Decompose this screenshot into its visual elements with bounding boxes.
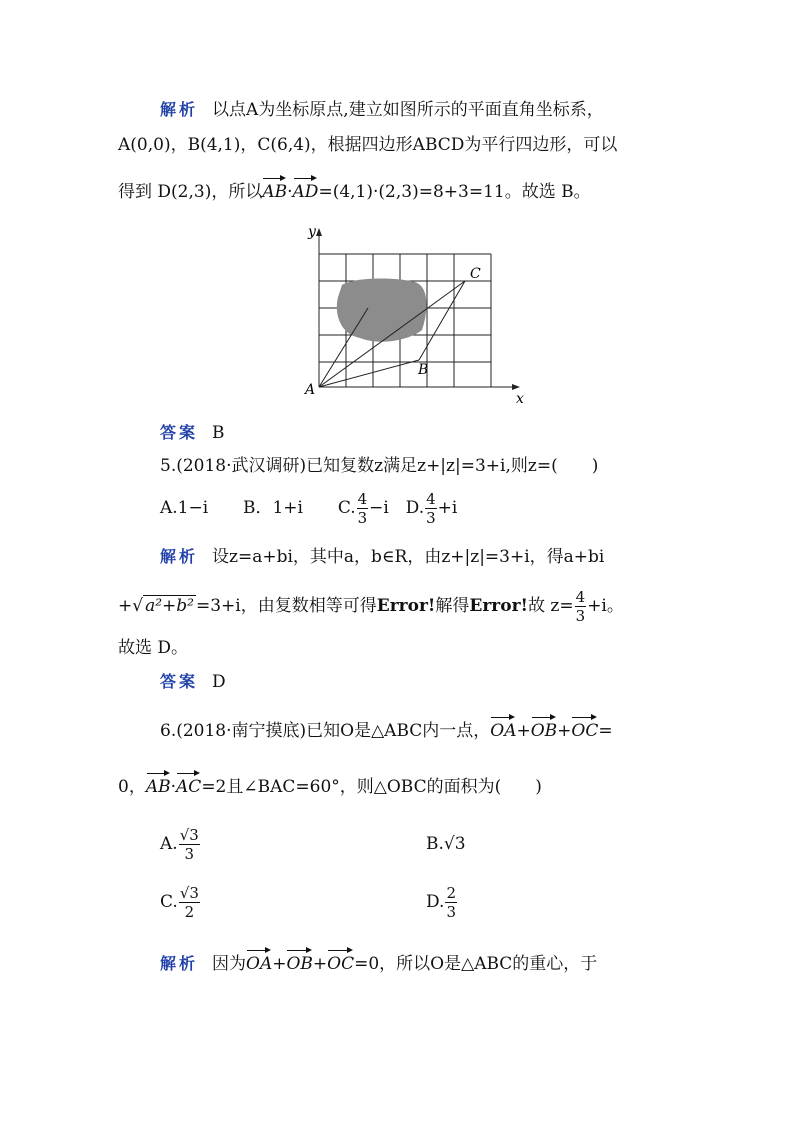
question-6-option-d — [426, 882, 458, 922]
question-6-option-b — [426, 832, 466, 856]
answer-5 — [160, 670, 226, 694]
fraction-denominator: 3 — [426, 509, 436, 527]
solution-4-line-2 — [118, 133, 617, 157]
vector-oc: OC — [327, 948, 354, 976]
solution-5-line-2 — [118, 586, 624, 626]
solution-5-line-1 — [160, 545, 604, 569]
option-c — [337, 490, 389, 527]
answer-label: 答案 — [160, 672, 199, 691]
error-text: Error! — [376, 596, 436, 616]
solution-text: 设z=a+bi，其中a，b∈R，由z+|z|=3+i，得a+bi — [212, 547, 605, 567]
square-root: √ a²+b² — [132, 596, 194, 616]
y-axis-arrow — [316, 228, 322, 236]
segment-ab — [319, 360, 419, 387]
option-d-prefix: D. — [405, 498, 425, 518]
option-b: B．1+i — [243, 498, 303, 518]
plus-sign: + — [312, 954, 328, 974]
fraction-numerator: 4 — [357, 490, 368, 508]
option-b-prefix: B. — [426, 834, 444, 854]
solution-6-line-1 — [160, 948, 597, 976]
vector-ad: AD — [293, 176, 319, 204]
solution-5-line-3 — [118, 636, 188, 660]
fraction — [357, 490, 369, 527]
vector-ob: OB — [286, 948, 312, 976]
question-6-option-c — [160, 882, 201, 922]
answer-value: D — [212, 672, 226, 692]
fraction — [425, 490, 437, 527]
vector-ac: AC — [176, 771, 201, 799]
fraction-denominator: 3 — [575, 607, 586, 625]
fraction — [575, 588, 587, 625]
question-text: 6.(2018·南宁摸底)已知O是△ABC内一点， — [160, 721, 491, 741]
vector-ab: AB — [262, 176, 287, 204]
x-axis-arrow — [512, 384, 520, 390]
option-d-prefix: D. — [426, 892, 445, 912]
segment-bc — [419, 281, 465, 360]
option-a-prefix: A. — [160, 834, 178, 854]
y-label: y — [308, 224, 316, 240]
option-b-value: √3 — [443, 834, 466, 854]
solution-text: A(0,0)，B(4,1)，C(6,4)，根据四边形ABCD为平行四边形，可以 — [118, 135, 618, 155]
error-text: Error! — [469, 596, 529, 616]
x-label: x — [516, 391, 524, 407]
answer-4 — [160, 421, 225, 445]
solution-text: 因为 — [212, 954, 247, 974]
question-5-stem — [160, 454, 598, 478]
fraction-numerator: √3 — [179, 826, 199, 844]
fraction-denominator: 2 — [184, 903, 195, 921]
equals-sign: = — [598, 721, 613, 741]
vector-oc: OC — [571, 715, 598, 743]
solution-label: 解析 — [160, 954, 199, 973]
fraction-denominator: 3 — [184, 845, 195, 863]
option-c-suffix: −i — [369, 498, 389, 518]
solution-text: 故 z= — [528, 596, 574, 616]
fraction-numerator: 4 — [575, 588, 586, 606]
dot-operator: · — [287, 182, 293, 202]
fraction-numerator: 2 — [446, 884, 456, 902]
solution-4-line-3 — [118, 176, 591, 204]
fraction-denominator: 3 — [446, 903, 456, 921]
question-6-line-1 — [160, 715, 613, 743]
question-text: 5.(2018·武汉调研)已知复数z满足z+|z|=3+i,则z=( ) — [160, 456, 599, 476]
vector-oa: OA — [246, 948, 272, 976]
point-a-label: A — [305, 382, 316, 398]
solution-text: =(4,1)·(2,3)=8+3=11。故选 B。 — [318, 182, 591, 202]
fraction — [179, 884, 200, 921]
radicand: a²+b² — [145, 596, 194, 616]
solution-4-line-1 — [160, 98, 604, 122]
dot-operator: · — [170, 777, 177, 797]
plus-sign: + — [118, 596, 133, 616]
vector-ob: OB — [531, 715, 557, 743]
grid-diagram — [300, 222, 540, 407]
answer-value: B — [212, 423, 225, 443]
coordinate-figure — [300, 222, 540, 411]
question-text: 0， — [118, 777, 146, 797]
fraction-numerator: √3 — [179, 884, 199, 902]
plus-sign: + — [557, 721, 572, 741]
vector-ab: AB — [146, 771, 171, 799]
option-d-suffix: +i — [437, 498, 458, 518]
solution-text: 以点A为坐标原点,建立如图所示的平面直角坐标系， — [212, 100, 604, 120]
point-b-label: B — [418, 362, 429, 378]
fraction — [445, 884, 457, 921]
solution-label: 解析 — [160, 100, 199, 119]
plus-sign: + — [516, 721, 531, 741]
solution-text: =3+i，由复数相等可得 — [196, 596, 377, 616]
question-5-options — [160, 488, 457, 528]
fraction-numerator: 4 — [426, 490, 436, 508]
fraction-denominator: 3 — [357, 509, 368, 527]
solution-label: 解析 — [160, 547, 199, 566]
point-c-label: C — [470, 266, 481, 282]
solution-text: 得到 D(2,3)，所以 — [118, 182, 263, 202]
solution-text: 故选 D。 — [118, 638, 189, 658]
solution-text: +i。 — [587, 596, 624, 616]
ink-blot — [337, 279, 427, 342]
vector-oa: OA — [490, 715, 516, 743]
plus-sign: + — [272, 954, 287, 974]
option-c-prefix: C. — [337, 498, 356, 518]
question-6-option-a — [160, 824, 201, 864]
question-6-line-2 — [118, 771, 542, 799]
option-d — [405, 490, 458, 527]
option-a: A.1−i — [160, 498, 209, 518]
solution-text: =0，所以O是△ABC的重心，于 — [354, 954, 598, 974]
fraction — [179, 826, 200, 863]
option-c-prefix: C. — [160, 892, 178, 912]
answer-label: 答案 — [160, 423, 199, 442]
solution-text: 解得 — [435, 596, 470, 616]
question-text: =2且∠BAC=60°，则△OBC的面积为( ) — [201, 777, 542, 797]
